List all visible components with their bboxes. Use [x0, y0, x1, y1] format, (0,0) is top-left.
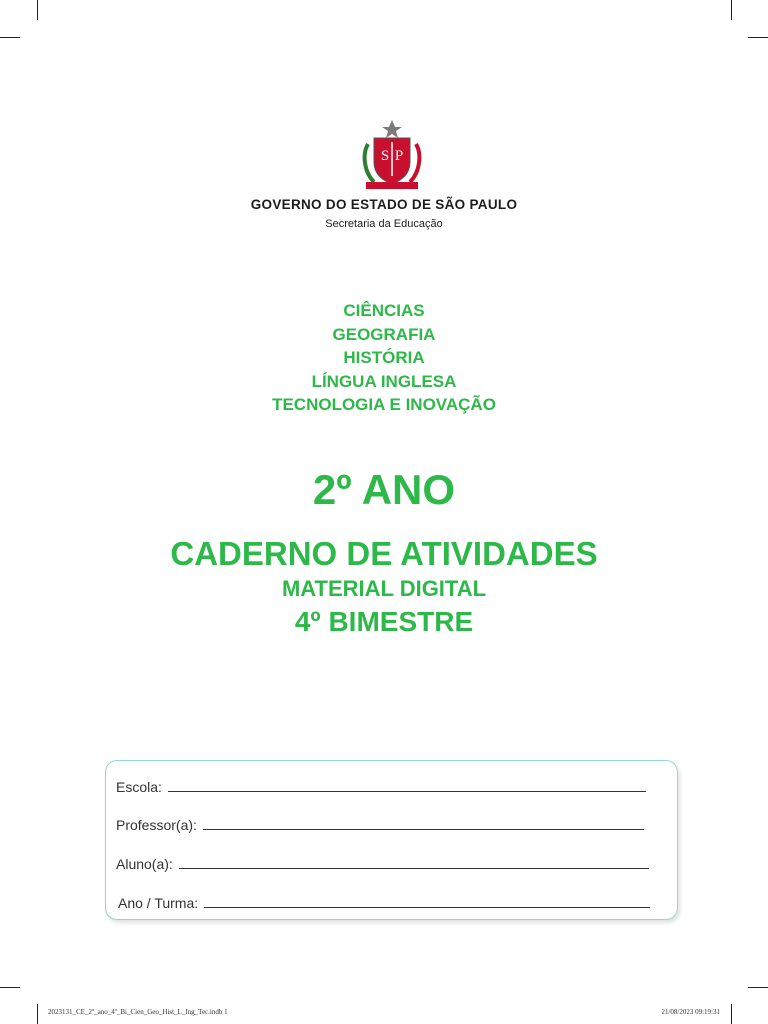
crop-mark: [0, 987, 20, 988]
subject-item: LÍNGUA INGLESA: [311, 371, 457, 391]
crop-mark: [748, 37, 768, 38]
subject-item: TECNOLOGIA E INOVAÇÃO: [272, 395, 496, 414]
subject-list: [0, 299, 768, 417]
sao-paulo-coat-of-arms-icon: [360, 120, 424, 192]
term-heading: 4º BIMESTRE: [294, 606, 474, 637]
class-line[interactable]: [204, 906, 650, 908]
svg-text:P: P: [394, 148, 404, 164]
subject-item: CIÊNCIAS: [343, 301, 425, 320]
school-line[interactable]: [168, 790, 646, 792]
teacher-field[interactable]: [116, 817, 644, 833]
crop-mark: [37, 0, 38, 20]
class-label: Ano / Turma:: [118, 895, 199, 911]
subject-item: HISTÓRIA: [343, 348, 425, 367]
print-timestamp: 21/08/2023 09:19:31: [661, 1008, 720, 1016]
school-label: Escola:: [116, 779, 162, 795]
subject-item: GEOGRAFIA: [332, 324, 436, 344]
student-field[interactable]: [116, 856, 649, 872]
student-line[interactable]: [179, 867, 649, 869]
crop-mark: [731, 1004, 732, 1024]
crop-mark: [0, 37, 20, 38]
student-info-form: [105, 760, 678, 920]
department-name: Secretaria da Educação: [325, 218, 443, 230]
crop-mark: [37, 1004, 38, 1024]
student-label: Aluno(a):: [116, 856, 173, 872]
crop-mark: [748, 987, 768, 988]
government-name: GOVERNO DO ESTADO DE SÃO PAULO: [250, 197, 518, 212]
svg-text:S: S: [380, 148, 390, 164]
teacher-line[interactable]: [203, 828, 644, 830]
school-field[interactable]: [116, 779, 646, 795]
grade-heading: 2º ANO: [312, 466, 456, 513]
crop-mark: [731, 0, 732, 20]
document-subtitle: MATERIAL DIGITAL: [281, 576, 487, 601]
teacher-label: Professor(a):: [116, 817, 197, 833]
document-title: CADERNO DE ATIVIDADES: [170, 535, 598, 572]
print-file-info: 2023131_CE_2º_ano_4º_Bi_Cien_Geo_Hist_L_Ing_Tec.indb 1: [48, 1008, 228, 1016]
class-field[interactable]: [118, 895, 650, 911]
